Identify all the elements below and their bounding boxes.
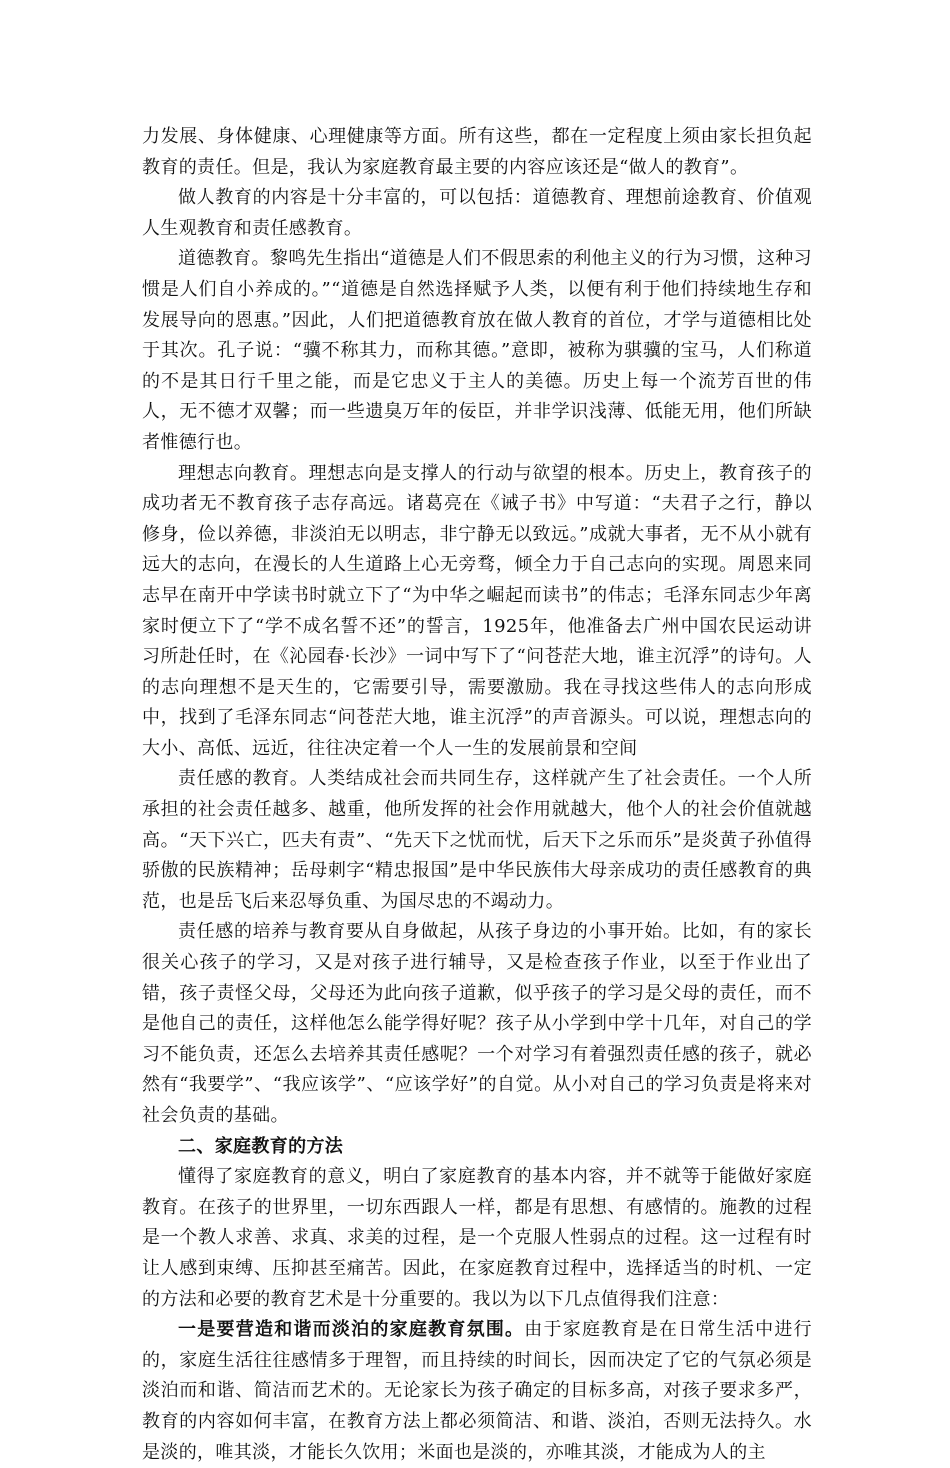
document-page (142, 122, 812, 1468)
paragraph-responsibility-cultivation: 责任感的培养与教育要从自身做起，从孩子身边的小事开始。比如，有的家长很关心孩子的学习，又是对孩子进行辅导，又是检查孩子作业，以至于作业出了错，孩子责怪父母，父母还为此向孩子道歉，似乎孩子的学习是父母的责任，而不是他自己的责任，这样他怎么能学得好呢？孩子从小学到中学十几年，对自己的学习不能负责，还怎么去培养其责任感呢？一个对学习有着强烈责任感的孩子，就必然有“我要学”、“我应该学”、“应该学好”的自觉。从小对自己的学习负责是将来对社会负责的基础。 (142, 921, 812, 1126)
point-one-lead: 一是要营造和谐而淡泊的家庭教育氛围。 (178, 1319, 525, 1341)
paragraph-methods-intro: 懂得了家庭教育的意义，明白了家庭教育的基本内容，并不就等于能做好家庭教育。在孩子的世界里，一切东西跟人一样，都是有思想、有感情的。施教的过程是一个教人求善、求真、求美的过程，是一个克服人性弱点的过程。这一过程有时让人感到束缚、压抑甚至痛苦。因此，在家庭教育过程中，选择适当的时机、一定的方法和必要的教育艺术是十分重要的。我以为以下几点值得我们注意： (142, 1166, 812, 1310)
paragraph-ideal-education: 理想志向教育。理想志向是支撑人的行动与欲望的根本。历史上，教育孩子的成功者无不教育孩子志存高远。诸葛亮在《诫子书》中写道：“夫君子之行，静以修身，俭以养德，非淡泊无以明志，非宁静无以致远。”成就大事者，无不从小就有远大的志向，在漫长的人生道路上心无旁骛，倾全力于自己志向的实现。周恩来同志早在南开中学读书时就立下了“为中华之崛起而读书”的伟志；毛泽东同志少年离家时便立下了“学不成名誓不还”的誓言，1925年，他准备去广州中国农民运动讲习所赴任时，在《沁园春·长沙》一词中写下了“问苍茫大地，谁主沉浮”的诗句。人的志向理想不是天生的，它需要引导，需要激励。我在寻找这些伟人的志向形成中，找到了毛泽东同志“问苍茫大地，谁主沉浮”的声音源头。可以说，理想志向的大小、高低、远近，往往决定着一个人一生的发展前景和空间 (142, 462, 812, 759)
section-heading-methods: 二、家庭教育的方法 (178, 1135, 344, 1157)
paragraph-responsibility-education: 责任感的教育。人类结成社会而共同生存，这样就产生了社会责任。一个人所承担的社会责任越多、越重，他所发挥的社会作用就越大，他个人的社会价值就越高。“天下兴亡，匹夫有责”、“先天下之忧而忧，后天下之乐而乐”是炎黄子孙值得骄傲的民族精神；岳母刺字“精忠报国”是中华民族伟大母亲成功的责任感教育的典范，也是岳飞后来忍辱负重、为国尽忠的不竭动力。 (142, 768, 812, 912)
point-one-body: 由于家庭教育是在日常生活中进行的，家庭生活往往感情多于理智，而且持续的时间长，因而决定了它的气氛必须是淡泊而和谐、简洁而艺术的。无论家长为孩子确定的目标多高，对孩子要求多严，教育的内容如何丰富，在教育方法上都必须简洁、和谐、淡泊，否则无法持久。水是淡的，唯其淡，才能长久饮用；米面也是淡的，亦唯其淡，才能成为人的主 (142, 1319, 812, 1463)
paragraph-content-overview: 做人教育的内容是十分丰富的，可以包括：道德教育、理想前途教育、价值观人生观教育和责任感教育。 (142, 187, 812, 239)
paragraph-continuation: 力发展、身体健康、心理健康等方面。所有这些，都在一定程度上须由家长担负起教育的责任。但是，我认为家庭教育最主要的内容应该还是“做人的教育”。 (142, 126, 812, 178)
paragraph-point-one (142, 1315, 812, 1468)
paragraph-moral-education: 道德教育。黎鸣先生指出“道德是人们不假思索的利他主义的行为习惯，这种习惯是人们自小养成的。”“道德是自然选择赋予人类，以便有利于他们持续地生存和发展导向的恩惠。”因此，人们把道德教育放在做人教育的首位，才学与道德相比处于其次。孔子说：“骥不称其力，而称其德。”意即，被称为骐骥的宝马，人们称道的不是其日行千里之能，而是它忠义于主人的美德。历史上每一个流芳百世的伟人，无不德才双馨；而一些遗臭万年的佞臣，并非学识浅薄、低能无用，他们所缺者惟德行也。 (142, 248, 812, 453)
